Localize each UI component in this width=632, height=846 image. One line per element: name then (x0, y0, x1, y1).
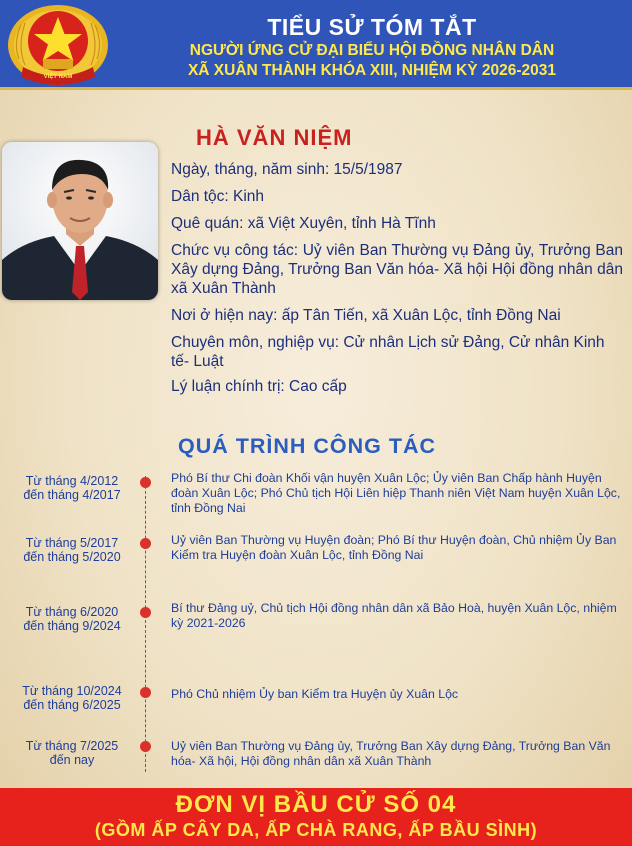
date-from: Từ tháng 4/2012 (25, 474, 119, 488)
date-to: đến tháng 6/2025 (23, 698, 121, 712)
timeline-date (4, 684, 140, 712)
timeline-dot (140, 741, 151, 752)
date-to: đến nay (49, 753, 95, 767)
birth-date: Ngày, tháng, năm sinh: 15/5/1987 (171, 161, 403, 178)
timeline-date (4, 536, 140, 564)
constituency-title: ĐƠN VỊ BẦU CỬ SỐ 04 (175, 791, 457, 818)
candidate-portrait (2, 142, 158, 300)
timeline-description: Uỷ viên Ban Thường vụ Đảng ủy, Trưởng Ban Xây dựng Đảng, Trưởng Ban Văn hóa- Xã hội, Hội đồng nhân dân xã Xuân Thành (171, 739, 611, 768)
timeline-dot (140, 607, 151, 618)
political-theory: Lý luận chính trị: Cao cấp (171, 378, 347, 395)
date-from: Từ tháng 6/2020 (25, 605, 119, 619)
timeline-dot (140, 538, 151, 549)
timeline-date (4, 739, 140, 767)
timeline-dot (140, 477, 151, 488)
portrait-image (2, 142, 158, 300)
timeline-line (145, 476, 146, 772)
hometown: Quê quán: xã Việt Xuyên, tỉnh Hà Tĩnh (171, 215, 436, 232)
timeline-dot (140, 687, 151, 698)
timeline-description: Phó Chủ nhiệm Ủy ban Kiểm tra Huyện ủy Xuân Lộc (171, 687, 459, 701)
timeline-description: Uỷ viên Ban Thường vụ Huyện đoàn; Phó Bí thư Huyện đoàn, Chủ nhiệm Ủy Ban Kiểm tra Huyện đoàn Xuân Lộc, tỉnh Đồng Nai (171, 533, 617, 562)
header-banner (0, 0, 632, 90)
candidate-info (171, 160, 623, 404)
timeline-description: Phó Bí thư Chi đoàn Khối vận huyện Xuân Lộc; Ủy viên Ban Chấp hành Huyện đoàn Xuân Lộc; Phó Chủ tịch Hội Liên hiệp Thanh niên Việt Nam huyện Xuân Lộc, tỉnh Đồng Nai (171, 471, 621, 515)
residence: Nơi ở hiện nay: ấp Tân Tiến, xã Xuân Lộc, tỉnh Đồng Nai (171, 307, 561, 324)
timeline-date (4, 474, 140, 502)
current-position: Chức vụ công tác: Uỷ viên Ban Thường vụ Đảng ủy, Trưởng Ban Xây dựng Đảng, Trưởng Ban Văn hóa- Xã hội Hội đồng nhân dân xã Xuân Thành (171, 242, 623, 297)
profession: Chuyên môn, nghiệp vụ: Cử nhân Lịch sử Đảng, Cử nhân Kinh tế- Luật (171, 334, 605, 370)
date-from: Từ tháng 7/2025 (25, 739, 119, 753)
emblem-banner-text: VIỆT NAM (43, 74, 73, 80)
constituency-areas: (GỒM ẤP CÂY DA, ẤP CHÀ RANG, ẤP BẦU SÌNH) (94, 820, 538, 840)
candidate-name: HÀ VĂN NIỆM (196, 125, 353, 150)
date-from: Từ tháng 5/2017 (25, 536, 119, 550)
date-to: đến tháng 9/2024 (23, 619, 121, 633)
ethnicity: Dân tộc: Kinh (171, 188, 265, 205)
subtitle-line-2: XÃ XUÂN THÀNH KHÓA XIII, NHIỆM KỲ 2026-2031 (187, 62, 557, 79)
date-from: Từ tháng 10/2024 (22, 684, 122, 698)
timeline-date (4, 605, 140, 633)
date-to: đến tháng 4/2017 (23, 488, 121, 502)
national-emblem-icon (5, 3, 111, 86)
timeline-description: Bí thư Đảng uỷ, Chủ tịch Hội đồng nhân dân xã Bảo Hoà, huyện Xuân Lộc, nhiệm kỳ 2021-2026 (171, 601, 617, 630)
career-section-title: QUÁ TRÌNH CÔNG TÁC (178, 434, 437, 458)
footer-banner (0, 788, 632, 846)
subtitle-line-1: NGƯỜI ỨNG CỬ ĐẠI BIỂU HỘI ĐỒNG NHÂN DÂN (189, 42, 555, 59)
page-title: TIỂU SỬ TÓM TẮT (267, 14, 477, 40)
date-to: đến tháng 5/2020 (23, 550, 121, 564)
